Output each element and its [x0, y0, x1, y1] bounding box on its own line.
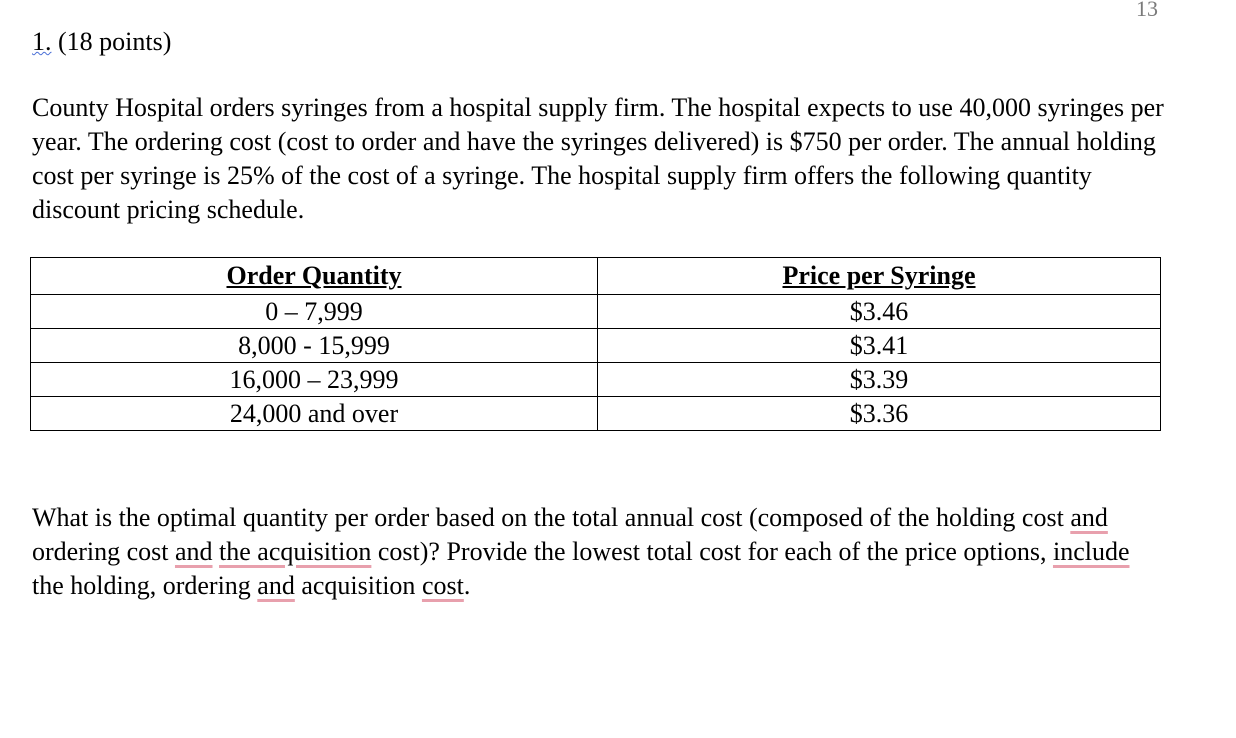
question-paragraph	[32, 501, 1152, 603]
question-text: the holding, ordering	[32, 571, 258, 600]
page-number: 13	[1136, 0, 1158, 21]
grammar-flag[interactable]: cost	[421, 571, 464, 600]
table-header-row	[31, 258, 1161, 295]
grammar-flag[interactable]: and	[1070, 503, 1108, 532]
intro-paragraph: County Hospital orders syringes from a hospital supply firm. The hospital expects to use 40,000 syringes per year. The ordering cost (cost to order and have the syringes delivered) is $750 per order. The annual holding cost per syringe is 25% of the cost of a syringe. The hospital supply firm offers the following quantity discount pricing schedule.	[32, 93, 1164, 224]
question-text: acquisition	[294, 571, 422, 600]
price-cell: $3.41	[598, 329, 1161, 363]
question-text: ordering cost	[32, 537, 175, 566]
quantity-cell: 8,000 - 15,999	[31, 329, 598, 363]
question-points: (18 points)	[51, 27, 172, 56]
price-cell: $3.36	[598, 397, 1161, 431]
grammar-flag[interactable]: the acquisition	[219, 537, 372, 566]
table-row	[31, 295, 1161, 329]
grammar-flag[interactable]: include	[1052, 537, 1130, 566]
table-row	[31, 329, 1161, 363]
quantity-cell: 16,000 – 23,999	[31, 363, 598, 397]
question-text: What is the optimal quantity per order based on the total annual cost (composed of the holding cost	[32, 503, 1071, 532]
grammar-flag[interactable]: and	[174, 537, 213, 566]
grammar-flag[interactable]: and	[257, 571, 295, 600]
header-price-per-syringe: Price per Syringe	[598, 258, 1161, 295]
header-order-quantity: Order Quantity	[31, 258, 598, 295]
question-number: 1.	[32, 27, 52, 56]
price-cell: $3.39	[598, 363, 1161, 397]
question-text: cost)? Provide the lowest total cost for each of the price options,	[371, 537, 1053, 566]
table-row	[31, 397, 1161, 431]
quantity-cell: 0 – 7,999	[31, 295, 598, 329]
table-row	[31, 363, 1161, 397]
quantity-cell: 24,000 and over	[31, 397, 598, 431]
price-cell: $3.46	[598, 295, 1161, 329]
question-heading	[32, 26, 171, 58]
discount-pricing-table	[30, 257, 1161, 431]
question-text: .	[463, 571, 471, 600]
